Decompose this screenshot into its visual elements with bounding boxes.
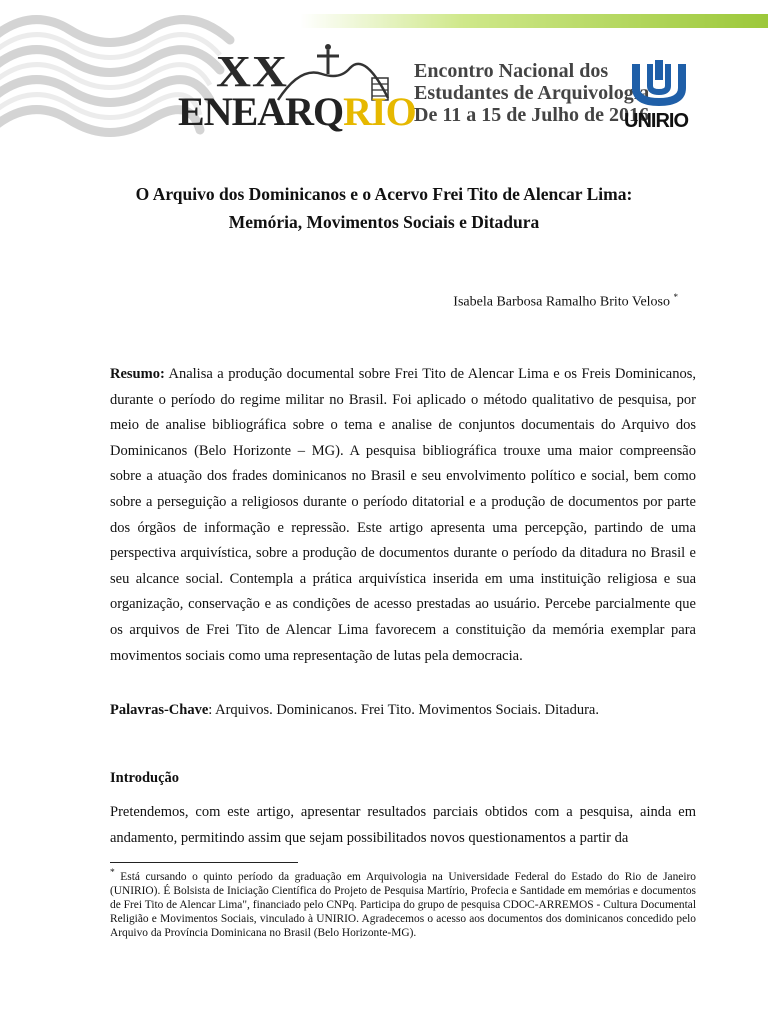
intro-heading: Introdução (110, 770, 180, 786)
edition-number: XX (216, 47, 289, 96)
keywords-label: Palavras-Chave (110, 702, 209, 718)
event-description (414, 60, 649, 126)
keywords (110, 698, 696, 724)
banner-green-bar (300, 14, 768, 28)
unirio-logo-icon (622, 60, 696, 108)
event-acronym (178, 88, 416, 135)
event-banner (0, 0, 768, 160)
footnote-text: Está cursando o quinto período da graduação em Arquivologia na Universidade Federal do Estado do Rio de Janeiro (UNIRIO). É Bolsista de Iniciação Científica do Projeto de Pesquisa Martírio, Profecia e Santidade em memórias e documentos de Frei Tito de Alencar Lima", financiado pelo CNPq. Participa do grupo de pesquisa CDOC-ARREMOS - Cultura Documental Religião e Movimentos Sociais, vinculado à UNIRIO. Agradecemos o acesso aos documentos dos dominicanos concedido pelo Arquivo da Província Dominicana no Brasil (Belo Horizonte-MG). (110, 870, 696, 939)
institution-name: UNIRIO (624, 110, 688, 132)
event-line-2: Estudantes de Arquivologia (414, 82, 650, 104)
event-line-1: Encontro Nacional dos (414, 60, 609, 82)
author-footnote-mark: * (673, 292, 678, 302)
paper-title-line-2: Memória, Movimentos Sociais e Ditadura (228, 212, 540, 232)
event-acronym-rio: RIO (343, 89, 416, 134)
abstract (110, 362, 696, 669)
keywords-text: : Arquivos. Dominicanos. Frei Tito. Movimentos Sociais. Ditadura. (208, 702, 599, 718)
abstract-text: Analisa a produção documental sobre Frei Tito de Alencar Lima e os Freis Dominicanos, durante o período do regime militar no Brasil. Foi aplicado o método qualitativo de pesquisa, por meio de analise bibliográfica sobre o tema e analise de conjuntos documentais do Arquivo dos Dominicanos (Belo Horizonte – MG). A pesquisa bibliográfica trouxe uma maior compreensão sobre a atuação dos frades dominicanos no Brasil e seu envolvimento político e social, bem como sobre a perseguição a religiosos durante o período ditatorial e a produção de documentos por parte dos órgãos de informação e repressão. Este artigo apresenta uma percepção, partindo de uma perspectiva arquivística, sobre a produção de documentos durante o período da ditadura no Brasil e seu alcance social. Contempla a prática arquivística inserida em uma instituição religiosa e sua organização, conservação e as condições de acesso prestadas ao usuário. Percebe parcialmente que os arquivos de Frei Tito de Alencar Lima favorecem a constituição da memória exemplar para movimentos sociais como uma representação de lutas pela democracia. (110, 366, 696, 664)
abstract-label: Resumo: (110, 366, 165, 382)
author-line (453, 292, 678, 311)
paper-title-line-1: O Arquivo dos Dominicanos e o Acervo Frei Tito de Alencar Lima: (135, 184, 633, 204)
intro-paragraph: Pretendemos, com este artigo, apresentar resultados parciais obtidos com a pesquisa, ainda em andamento, permitindo assim que sejam possibilitados novos questionamentos a partir da (110, 804, 696, 846)
event-acronym-prefix: ENEARQ (178, 89, 344, 134)
footnote (110, 866, 696, 940)
wave-decoration (0, 0, 240, 160)
footnote-mark: * (110, 868, 115, 878)
author-name: Isabela Barbosa Ramalho Brito Veloso (453, 294, 670, 310)
event-line-3: De 11 a 15 de Julho de 2016 (414, 104, 650, 126)
footnote-divider (110, 862, 298, 863)
